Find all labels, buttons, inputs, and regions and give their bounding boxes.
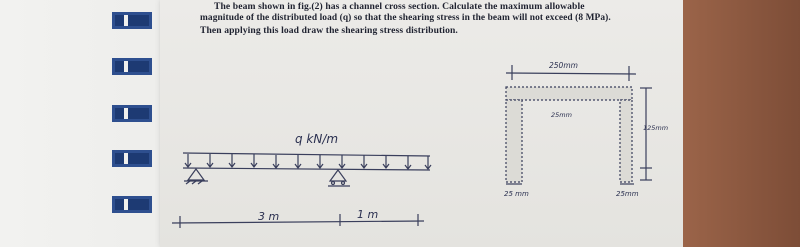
web-right-thickness-label: 25mm xyxy=(616,190,639,198)
width-dimension-line xyxy=(506,73,636,74)
top-flange xyxy=(506,87,632,100)
web-left-thickness-label: 25 mm xyxy=(504,190,529,198)
right-support xyxy=(328,170,350,186)
span-left-label: 3 m xyxy=(258,210,280,223)
channel-section-sketch xyxy=(506,65,652,184)
section-height-label: 125mm xyxy=(643,124,669,132)
load-label: q kN/m xyxy=(295,132,339,146)
beam-line xyxy=(183,168,430,170)
load-arrows xyxy=(185,154,431,169)
flange-thickness-label: 25mm xyxy=(551,111,572,119)
span-dimension-line xyxy=(172,214,424,228)
left-web xyxy=(506,100,522,182)
left-support xyxy=(184,169,208,184)
beam-sketch xyxy=(172,153,431,228)
load-top-line xyxy=(183,153,430,156)
section-width-label: 250mm xyxy=(549,61,578,70)
span-right-label: 1 m xyxy=(357,208,379,221)
question-line-2: magnitude of the distributed load (q) so that the shearing stress in the beam will not exceed (8 MPa). xyxy=(200,13,611,23)
question-line-1: The beam shown in fig.(2) has a channel cross section. Calculate the maximum allowable xyxy=(214,1,585,12)
question-line-3: Then applying this load draw the shearing stress distribution. xyxy=(200,25,458,36)
right-web xyxy=(620,100,632,182)
